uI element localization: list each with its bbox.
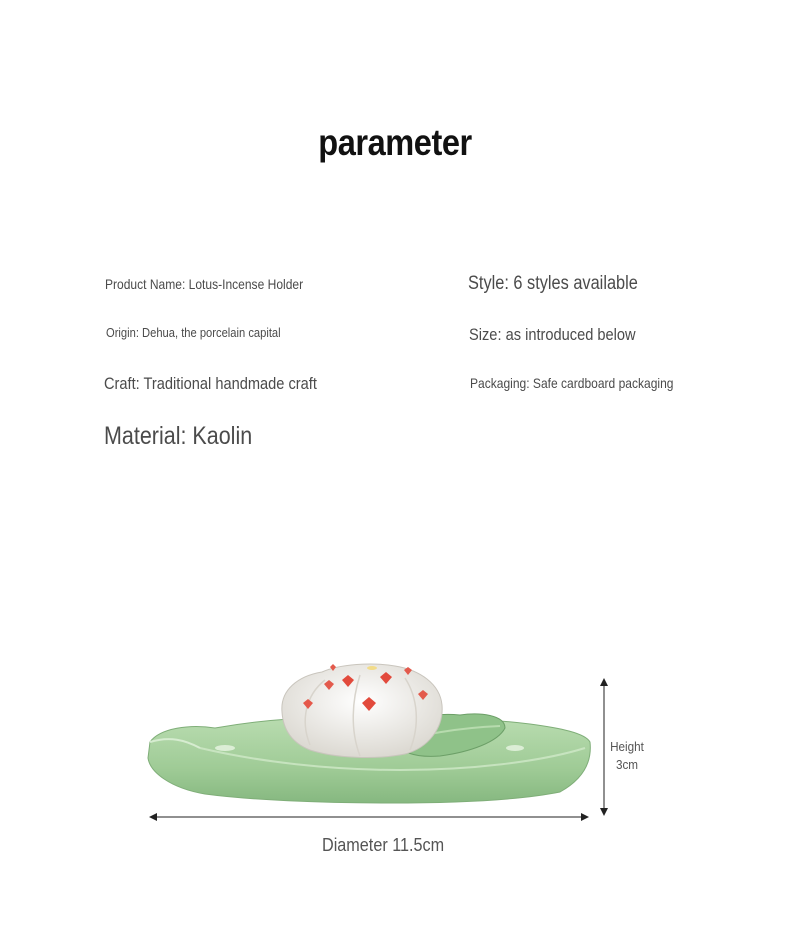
spec-style: Style: 6 styles available [468, 273, 638, 294]
spec-packaging: Packaging: Safe cardboard packaging [470, 375, 674, 391]
spec-origin: Origin: Dehua, the porcelain capital [106, 325, 281, 340]
height-word: Height [610, 739, 644, 754]
height-value: 3cm [615, 757, 639, 772]
spec-product-name: Product Name: Lotus-Incense Holder [105, 276, 304, 292]
spec-material: Material: Kaolin [104, 422, 253, 450]
diameter-label: Diameter 11.5cm [322, 835, 445, 855]
spec-craft: Craft: Traditional handmade craft [104, 374, 317, 393]
spec-size: Size: as introduced below [469, 325, 636, 344]
height-label [610, 738, 644, 774]
page-title: parameter [318, 122, 472, 163]
lotus-flower [282, 664, 442, 757]
product-illustration [0, 600, 790, 938]
